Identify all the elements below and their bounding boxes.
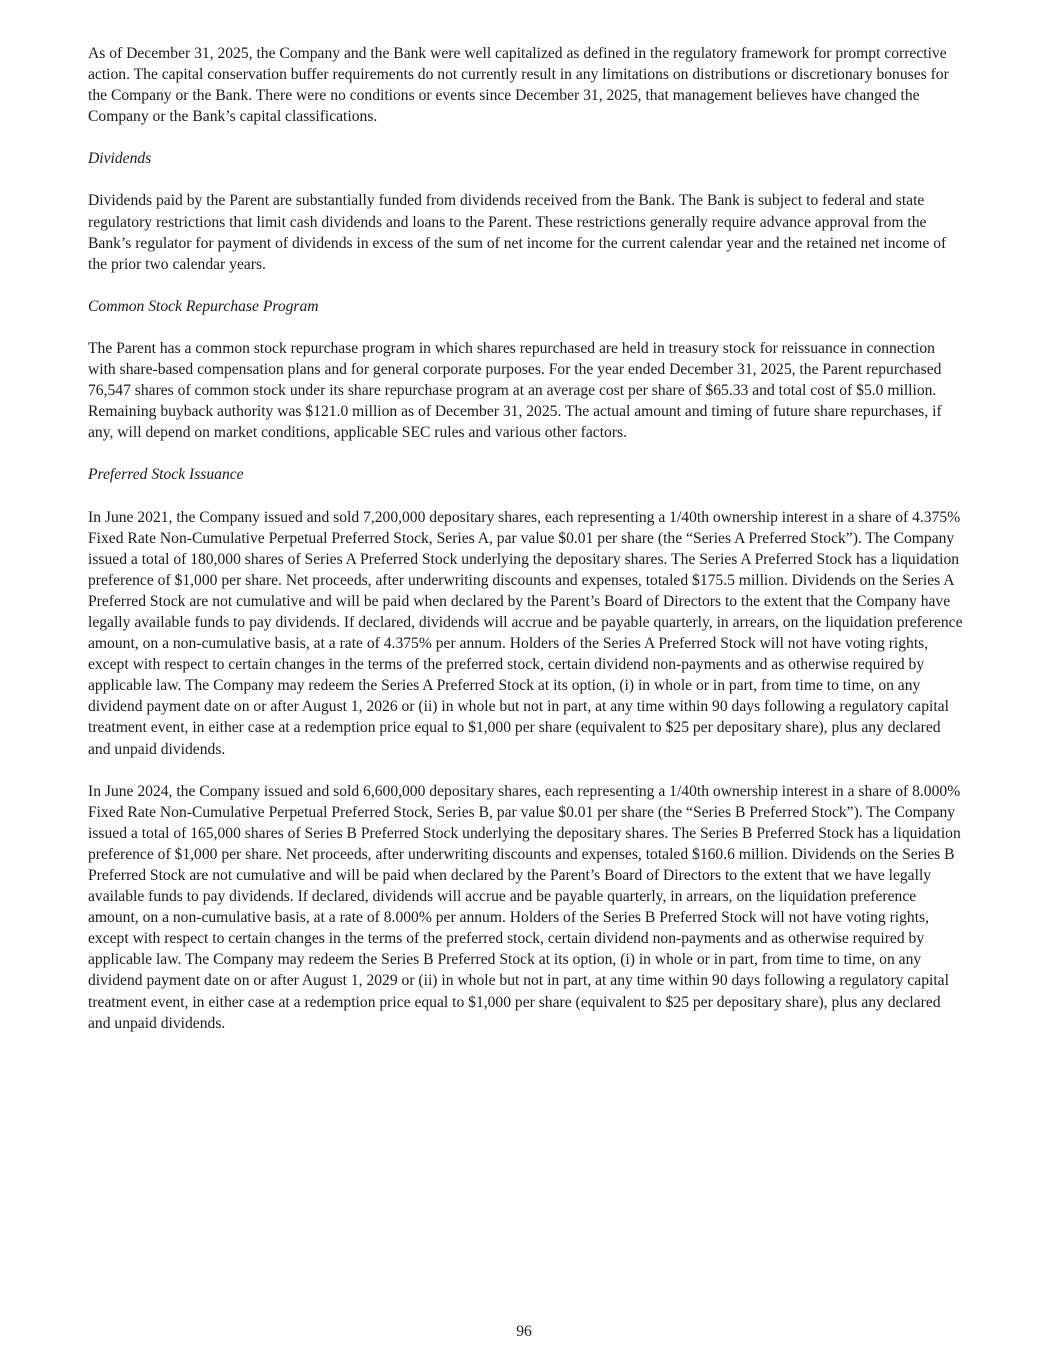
dividends-heading: Dividends (88, 150, 152, 168)
repurchase-paragraph: The Parent has a common stock repurchase program in which shares repurchased are held in treasury stock for reissuance in connection with share-based compensation plans and for general corporate purposes. For the year ended December 31, 2025, the Parent repurchased 76,547 shares of common stock under its share repurchase program at an average cost per share of $65.33 and total cost of $5.0 million. Remaining buyback authority was $121.0 million as of December 31, 2025. The actual amount and timing of future share repurchases, if any, will depend on market conditions, applicable SEC rules and various other factors. (88, 339, 942, 442)
document-page (88, 43, 964, 1055)
capital-paragraph: As of December 31, 2025, the Company and the Bank were well capitalized as defined in the regulatory framework for prompt corrective action. The capital conservation buffer requirements do not currently result in any limitations on distributions or discretionary bonuses for the Company or the Bank. There were no conditions or events since December 31, 2025, that management believes have changed the Company or the Bank’s capital classifications. (88, 45, 949, 126)
preferred-stock-heading: Preferred Stock Issuance (88, 466, 244, 484)
series-b-paragraph: In June 2024, the Company issued and sold 6,600,000 depositary shares, each representing a 1/40th ownership interest in a share of 8.000% Fixed Rate Non-Cumulative Perpetual Preferred Stock, Series B, par value $0.01 per share (the “Series B Preferred Stock”). The Company issued a total of 165,000 shares of Series B Preferred Stock underlying the depositary shares. The Series B Preferred Stock has a liquidation preference of $1,000 per share. Net proceeds, after underwriting discounts and expenses, totaled $160.6 million. Dividends on the Series B Preferred Stock are not cumulative and will be paid when declared by the Parent’s Board of Directors to the extent that we have legally available funds to pay dividends. If declared, dividends will accrue and be payable quarterly, in arrears, on the liquidation preference amount, on a non-cumulative basis, at a rate of 8.000% per annum. Holders of the Series B Preferred Stock will not have voting rights, except with respect to certain changes in the terms of the preferred stock, certain dividend non-payments and as otherwise required by applicable law. The Company may redeem the Series B Preferred Stock at its option, (i) in whole or in part, from time to time, on any dividend payment date on or after August 1, 2029 or (ii) in whole but not in part, at any time within 90 days following a regulatory capital treatment event, in either case at a redemption price equal to $1,000 per share (equivalent to $25 per depositary share), plus any declared and unpaid dividends. (88, 782, 961, 1032)
series-a-paragraph: In June 2021, the Company issued and sold 7,200,000 depositary shares, each representing a 1/40th ownership interest in a share of 4.375% Fixed Rate Non-Cumulative Perpetual Preferred Stock, Series A, par value $0.01 per share (the “Series A Preferred Stock”). The Company issued a total of 180,000 shares of Series A Preferred Stock underlying the depositary shares. The Series A Preferred Stock has a liquidation preference of $1,000 per share. Net proceeds, after underwriting discounts and expenses, totaled $175.5 million. Dividends on the Series A Preferred Stock are not cumulative and will be paid when declared by the Parent’s Board of Directors to the extent that the Company have legally available funds to pay dividends. If declared, dividends will accrue and be payable quarterly, in arrears, on the liquidation preference amount, on a non-cumulative basis, at a rate of 4.375% per annum. Holders of the Series A Preferred Stock will not have voting rights, except with respect to certain changes in the terms of the preferred stock, certain dividend non-payments and as otherwise required by applicable law. The Company may redeem the Series A Preferred Stock at its option, (i) in whole or in part, from time to time, on any dividend payment date on or after August 1, 2026 or (ii) in whole but not in part, at any time within 90 days following a regulatory capital treatment event, in either case at a redemption price equal to $1,000 per share (equivalent to $25 per depositary share), plus any declared and unpaid dividends. (88, 508, 963, 758)
dividends-paragraph: Dividends paid by the Parent are substantially funded from dividends received from the Bank. The Bank is subject to federal and state regulatory restrictions that limit cash dividends and loans to the Parent. These restrictions generally require advance approval from the Bank’s regulator for payment of dividends in excess of the sum of net income for the current calendar year and the retained net income of the prior two calendar years. (88, 192, 947, 273)
repurchase-heading: Common Stock Repurchase Program (88, 297, 319, 315)
page-number: 96 (516, 1323, 532, 1340)
